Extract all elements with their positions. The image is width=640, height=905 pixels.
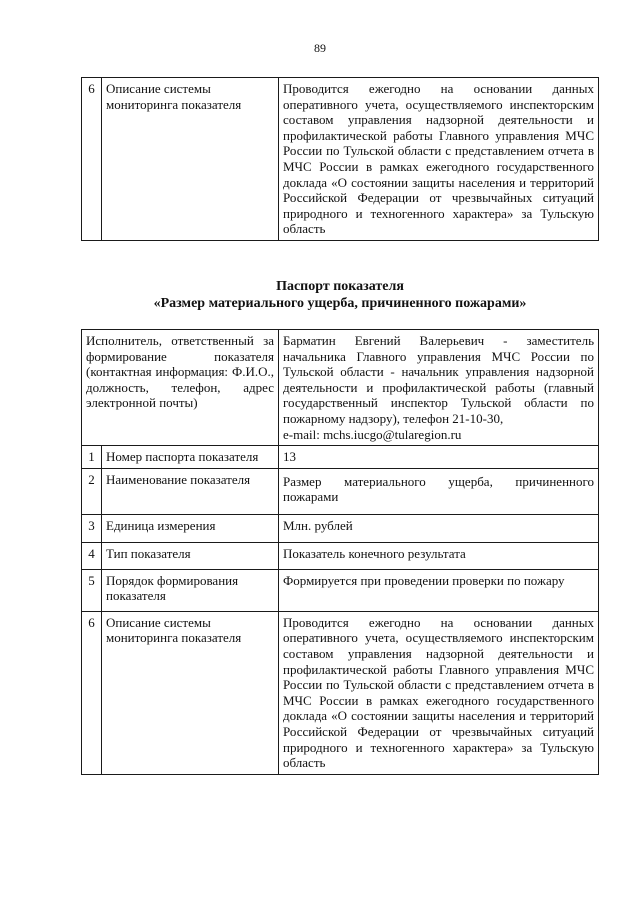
row-number: 3 <box>82 514 102 542</box>
row-label: Тип показателя <box>102 542 279 569</box>
executor-text: Барматин Евгений Валерьевич - заместитель начальника Главного управления МЧС России по Тульской области - начальник управления надзорной деятельности и профилактической работы (главный государственный инспектор Тульской области по пожарному надзору), телефон 21-10-30, <box>283 333 594 426</box>
passport-title <box>60 278 620 312</box>
executor-value <box>279 330 599 446</box>
row-value: Проводится ежегодно на основании данных оперативного учета, осуществляемого инспекторским составом управления надзорной деятельности и профилактической работы Главного управления МЧС России по Тульской области с представлением отчета в МЧС России в рамках ежегодного государственного доклада «О состоянии защиты населения и территорий Российской Федерации от чрезвычайных ситуаций природного и техногенного характера» за Тульскую область <box>279 611 599 774</box>
row-number: 6 <box>82 611 102 774</box>
row-label: Порядок формирования показателя <box>102 569 279 611</box>
row-label: Описание системы мониторинга показателя <box>102 611 279 774</box>
row-value: Млн. рублей <box>279 514 599 542</box>
table-continuation <box>81 77 599 241</box>
row-number: 6 <box>82 78 102 241</box>
row-value: Формируется при проведении проверки по пожару <box>279 569 599 611</box>
row-number: 5 <box>82 569 102 611</box>
table-row <box>82 569 599 611</box>
row-label: Наименование показателя <box>102 468 279 514</box>
executor-row <box>82 330 599 446</box>
table-row <box>82 611 599 774</box>
passport-title-line2: «Размер материального ущерба, причиненного пожарами» <box>153 296 527 311</box>
row-number: 4 <box>82 542 102 569</box>
row-value: Размер материального ущерба, причиненного пожарами <box>279 468 599 514</box>
row-value: Проводится ежегодно на основании данных оперативного учета, осуществляемого инспекторским составом управления надзорной деятельности и профилактической работы Главного управления МЧС России по Тульской области с представлением отчета в МЧС России в рамках ежегодного государственного доклада «О состоянии защиты населения и территорий Российской Федерации от чрезвычайных ситуаций природного и техногенного характера» за Тульскую область <box>279 78 599 241</box>
passport-table <box>81 329 599 775</box>
table-row <box>82 514 599 542</box>
table-row <box>82 78 599 241</box>
table-row <box>82 446 599 469</box>
table-row <box>82 468 599 514</box>
row-number: 2 <box>82 468 102 514</box>
row-label: Описание системы мониторинга показателя <box>102 78 279 241</box>
executor-label: Исполнитель, ответственный за формирование показателя (контактная информация: Ф.И.О., должность, телефон, адрес электронной почты) <box>82 330 279 446</box>
row-value: 13 <box>279 446 599 469</box>
passport-title-line1: Паспорт показателя <box>276 279 404 294</box>
row-label: Номер паспорта показателя <box>102 446 279 469</box>
row-number: 1 <box>82 446 102 469</box>
page-number: 89 <box>314 41 326 55</box>
row-value: Показатель конечного результата <box>279 542 599 569</box>
executor-email: e-mail: mchs.iucgo@tularegion.ru <box>283 426 462 442</box>
row-label: Единица измерения <box>102 514 279 542</box>
table-row <box>82 542 599 569</box>
